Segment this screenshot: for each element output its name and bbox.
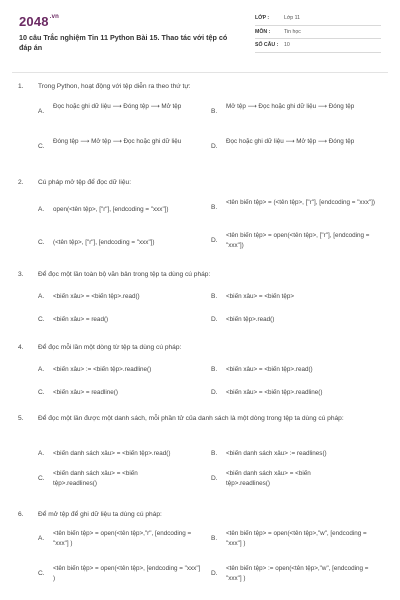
option-text: <biến xâu> = <biến tệp>.read() [53, 293, 140, 300]
option-text: <biến xâu> = <biến tệp> [226, 293, 295, 300]
option-text: <biến xâu> = readline() [53, 389, 118, 396]
meta-value: 10 [284, 42, 290, 48]
question-number: 6. [18, 511, 24, 518]
question-stem [18, 414, 384, 424]
brand-domain: .vn [49, 14, 60, 20]
question-1 [18, 82, 384, 150]
question-2 [18, 178, 384, 249]
meta-key: LỚP : [255, 15, 270, 21]
question-5 [18, 414, 384, 487]
option-text: <biến xâu> = read() [53, 316, 109, 323]
question-text: Để đọc một lần toàn bộ văn bản trong tệp ta dùng cú pháp: [38, 271, 211, 278]
question-text: Để mở tệp để ghi dữ liệu ta dùng cú pháp: [38, 511, 162, 518]
document-header [0, 0, 400, 70]
option-letter: C. [38, 239, 45, 246]
option-letter: C. [38, 475, 45, 482]
option-text: <biến danh sách xâu> = <biến tệp>.readlines() [226, 470, 311, 487]
option-text: Đọc hoặc ghi dữ liệu ⟶ Mở tệp ⟶ Đóng tệp [226, 138, 355, 145]
option-text: <biến danh sách xâu> := readlines() [226, 450, 327, 457]
meta-value: Tin học [284, 28, 301, 35]
option-text: <tên biến tệp> = (<tên tệp>, ["r"], [endcoding = "xxx"]) [226, 199, 375, 206]
option-letter: A. [38, 535, 45, 542]
option-letter: B. [211, 293, 218, 300]
brand-logo[interactable] [19, 14, 59, 29]
question-text: Cú pháp mở tệp để đọc dữ liệu: [38, 179, 132, 186]
question-text: Trong Python, hoạt động với tệp diễn ra theo thứ tự: [38, 83, 191, 90]
option-text: <biến danh sách xâu> = <biến tệp>.read() [53, 450, 171, 457]
option-letter: C. [38, 143, 45, 150]
option-text: <tên biến tệp> = open(<tên tệp>,"r", [endcoding = "xxx"] ) [53, 530, 192, 547]
option-letter: A. [38, 206, 45, 213]
meta-row-count [255, 39, 381, 53]
option-letter: A. [38, 366, 45, 373]
question-4 [18, 343, 384, 396]
option-text: <tên biến tệp> = open(<tên tệp>, ["r"], [endcoding = "xxx"]) [226, 232, 370, 249]
question-6 [18, 510, 384, 582]
header-divider [12, 72, 388, 73]
option-text: <biến xâu> = <biến tệp>.readline() [226, 389, 323, 396]
option-letter: D. [211, 237, 218, 244]
option-text: Đọc hoặc ghi dữ liệu ⟶ Đóng tệp ⟶ Mở tệp [53, 103, 182, 110]
option-text: <biến danh sách xâu> = <biến tệp>.readlines() [53, 470, 138, 487]
option-letter: D. [211, 143, 218, 150]
option-text: Đóng tệp ⟶ Mở tệp ⟶ Đọc hoặc ghi dữ liệu [53, 138, 182, 145]
question-stem [18, 178, 384, 188]
option-text: (<tên tệp>, ["r"], [endcoding = "xxx"]) [53, 239, 155, 246]
document-meta [255, 12, 381, 53]
question-number: 5. [18, 415, 24, 422]
option-letter: C. [38, 389, 45, 396]
option-letter: B. [211, 108, 218, 115]
question-number: 4. [18, 344, 24, 351]
option-letter: B. [211, 366, 218, 373]
meta-value: Lớp 11 [284, 15, 300, 21]
question-stem [18, 510, 384, 520]
option-text: <biến xâu> = <biến tệp>.read() [226, 366, 313, 373]
option-letter: B. [211, 204, 218, 211]
meta-key: MÔN : [255, 28, 271, 35]
option-text: open(<tên tệp>, ["r"], [endcoding = "xxx"]) [53, 206, 169, 213]
option-letter: D. [211, 389, 218, 396]
option-text: <tên biến tệp> = open(<tên tệp>, [endcoding = "xxx"] ) [53, 565, 201, 582]
meta-key: SỐ CÂU : [255, 42, 279, 48]
option-letter: B. [211, 450, 218, 457]
question-stem [18, 82, 384, 92]
meta-row-subject [255, 26, 381, 40]
option-text: <biến xâu> := <biến tệp>.readline() [53, 366, 152, 373]
question-text: Để đọc một lần được một danh sách, mỗi phần tử của danh sách là một dòng trong tệp ta dùng cú pháp: [38, 415, 344, 422]
option-letter: C. [38, 316, 45, 323]
question-number: 2. [18, 179, 24, 186]
question-number: 3. [18, 271, 24, 278]
option-letter: A. [38, 293, 45, 300]
question-3 [18, 270, 384, 323]
option-letter: A. [38, 450, 45, 457]
brand-name: 2048 [19, 14, 49, 29]
question-text: Để đọc mỗi lần một dòng từ tệp ta dùng cú pháp: [38, 344, 182, 351]
option-text: <tên biến tệp> := open(<tên tệp>,"w", [endcoding = "xxx"] ) [226, 565, 369, 582]
option-text: <biến tệp>.read() [226, 316, 275, 323]
document-title: 10 câu Trắc nghiệm Tin 11 Python Bài 15. Thao tác với tệp có đáp án [19, 33, 228, 52]
question-stem [18, 343, 384, 353]
meta-row-class [255, 12, 381, 26]
option-text: <tên biến tệp> = open(<tên tệp>,"w", [endcoding = "xxx"] ) [226, 530, 367, 547]
option-letter: D. [211, 316, 218, 323]
option-letter: C. [38, 570, 45, 577]
option-text: Mở tệp ⟶ Đọc hoặc ghi dữ liệu ⟶ Đóng tệp [226, 103, 355, 110]
option-letter: D. [211, 570, 218, 577]
question-number: 1. [18, 83, 24, 90]
option-letter: B. [211, 535, 218, 542]
question-stem [18, 270, 384, 280]
option-letter: A. [38, 108, 45, 115]
option-letter: D. [211, 475, 218, 482]
